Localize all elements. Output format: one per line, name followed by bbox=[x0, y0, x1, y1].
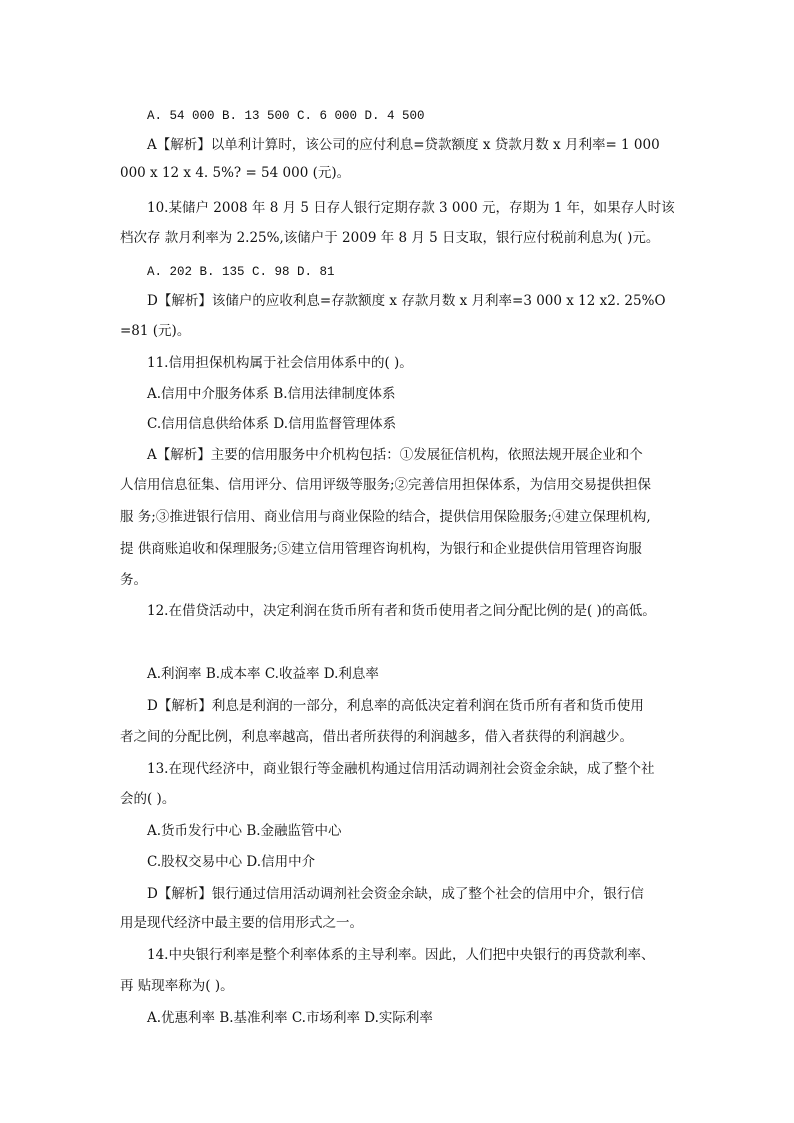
q13-question-line-2: 会的( )。 bbox=[120, 791, 176, 807]
q10-question-line-2: 档次存 款月利率为 2.25%,该储户于 2009 年 8 月 5 日支取，银行应付税前利息为( )元。 bbox=[120, 230, 660, 246]
q11-options-line-1: A.信用中介服务体系 B.信用法律制度体系 bbox=[147, 386, 396, 402]
q11-analysis-line-3: 服 务;③推进银行信用、商业信用与商业保险的结合，提供信用保险服务;④建立保理机构, bbox=[120, 509, 651, 525]
q13-options-line-2: C.股权交易中心 D.信用中介 bbox=[147, 854, 316, 870]
q11-analysis-line-5: 务。 bbox=[120, 572, 147, 588]
q11-question: 11.信用担保机构属于社会信用体系中的( )。 bbox=[147, 355, 413, 371]
q14-question-line-2: 再 贴现率称为( )。 bbox=[120, 978, 234, 994]
q11-analysis-line-1: A【解析】主要的信用服务中介机构包括：①发展征信机构，依照法规开展企业和个 bbox=[147, 447, 643, 463]
q12-options: A.利润率 B.成本率 C.收益率 D.利息率 bbox=[147, 666, 379, 682]
q11-options-line-2: C.信用信息供给体系 D.信用监督管理体系 bbox=[147, 416, 397, 432]
q12-analysis-line-2: 者之间的分配比例，利息率越高，借出者所获得的利润越多，借入者获得的利润越少。 bbox=[120, 729, 633, 745]
q9-options: A. 54 000 B. 13 500 C. 6 000 D. 4 500 bbox=[147, 109, 425, 123]
q11-analysis-line-4: 提 供商账追收和保理服务;⑤建立信用管理咨询机构，为银行和企业提供信用管理咨询服 bbox=[120, 541, 642, 557]
q10-question-line-1: 10.某储户 2008 年 8 月 5 日存人银行定期存款 3 000 元，存期为 1 年，如果存人时该 bbox=[147, 200, 675, 216]
q9-analysis-line-1: A【解析】以单利计算时，该公司的应付利息=贷款额度 x 贷款月数 x 月利率= 1 000 bbox=[147, 137, 660, 153]
q10-analysis-line-2: =81 (元)。 bbox=[120, 323, 191, 339]
q14-question-line-1: 14.中央银行利率是整个利率体系的主导利率。因此，人们把中央银行的再贷款利率、 bbox=[147, 947, 655, 963]
q14-options: A.优惠利率 B.基准利率 C.市场利率 D.实际利率 bbox=[147, 1010, 433, 1026]
q13-options-line-1: A.货币发行中心 B.金融监管中心 bbox=[147, 823, 342, 839]
q11-analysis-line-2: 人信用信息征集、信用评分、信用评级等服务;②完善信用担保体系，为信用交易提供担保 bbox=[120, 477, 652, 493]
q9-analysis-line-2: 000 x 12 x 4. 5%? = 54 000 (元)。 bbox=[120, 165, 351, 181]
q13-analysis-line-2: 用是现代经济中最主要的信用形式之一。 bbox=[120, 915, 363, 931]
q12-analysis-line-1: D【解析】利息是利润的一部分，利息率的高低决定着利润在货币所有者和货币使用 bbox=[147, 698, 644, 714]
q13-analysis-line-1: D【解析】银行通过信用活动调剂社会资金余缺，成了整个社会的信用中介，银行信 bbox=[147, 886, 644, 902]
q13-question-line-1: 13.在现代经济中，商业银行等金融机构通过信用活动调剂社会资金余缺，成了整个社 bbox=[147, 761, 655, 777]
q12-question: 12.在借贷活动中，决定利润在货币所有者和货币使用者之间分配比例的是( )的高低。 bbox=[147, 603, 656, 619]
q10-options: A. 202 B. 135 C. 98 D. 81 bbox=[147, 265, 335, 279]
q10-analysis-line-1: D【解析】该储户的应收利息=存款额度 x 存款月数 x 月利率=3 000 x 12 x2. 25%O bbox=[147, 293, 666, 309]
